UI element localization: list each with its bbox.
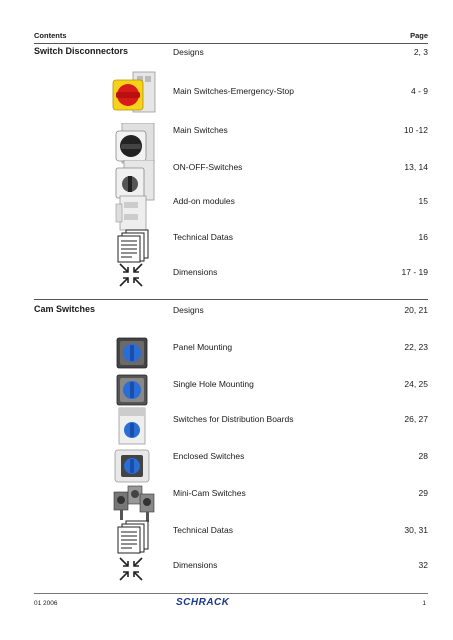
toc-label[interactable]: Designs: [173, 305, 204, 315]
toc-label[interactable]: Mini-Cam Switches: [173, 488, 246, 498]
toc-page: 28: [418, 451, 428, 461]
dimensions-arrows-icon: [118, 556, 144, 582]
toc-label[interactable]: Enclosed Switches: [173, 451, 245, 461]
toc-page: 10 -12: [403, 125, 428, 135]
toc-label[interactable]: Single Hole Mounting: [173, 379, 254, 389]
section-rule: [34, 299, 428, 300]
toc-page: 32: [418, 560, 428, 570]
toc-page: 15: [418, 196, 428, 206]
toc-page: 16: [418, 232, 428, 242]
toc-label[interactable]: Add-on modules: [173, 196, 235, 206]
toc-page: 22, 23: [404, 342, 428, 352]
header-contents: Contents: [34, 31, 67, 40]
toc-page: 13, 14: [404, 162, 428, 172]
blue-cam-switch-single-hole-icon: [115, 373, 151, 409]
toc-page: 4 - 9: [410, 86, 428, 96]
header-page: Page: [410, 31, 428, 40]
toc-label[interactable]: Switches for Distribution Boards: [173, 414, 294, 424]
section-title-cam-switches: Cam Switches: [34, 304, 96, 314]
blue-cam-switch-distribution-icon: [115, 406, 151, 446]
toc-page: 26, 27: [404, 414, 428, 424]
toc-label[interactable]: Technical Datas: [173, 232, 234, 242]
section-title-switch-disconnectors: Switch Disconnectors: [34, 46, 129, 56]
header-rule: [34, 43, 428, 44]
toc-label[interactable]: Panel Mounting: [173, 342, 233, 352]
footer-date: 01 2006: [34, 600, 58, 607]
toc-page: 2, 3: [413, 47, 428, 57]
toc-label[interactable]: Dimensions: [173, 560, 218, 570]
toc-page: 29: [418, 488, 428, 498]
mini-cam-switches-icon: [112, 484, 156, 524]
toc-label[interactable]: Designs: [173, 47, 204, 57]
document-pages-icon: [116, 228, 152, 264]
red-yellow-rotary-switch-icon: [107, 70, 157, 120]
dimensions-arrows-icon: [118, 262, 144, 288]
schrack-logo: SCHRACK: [176, 597, 230, 608]
blue-cam-switch-enclosed-icon: [113, 448, 153, 486]
blue-cam-switch-panel-icon: [115, 336, 151, 372]
toc-label[interactable]: Main Switches-Emergency-Stop: [173, 86, 294, 96]
toc-label[interactable]: Main Switches: [173, 125, 228, 135]
toc-label[interactable]: Dimensions: [173, 267, 218, 277]
toc-label[interactable]: ON-OFF-Switches: [173, 162, 243, 172]
toc-label[interactable]: Technical Datas: [173, 525, 234, 535]
toc-page: 20, 21: [404, 305, 428, 315]
toc-page: 30, 31: [404, 525, 428, 535]
toc-page: 17 - 19: [401, 267, 428, 277]
toc-page: 24, 25: [404, 379, 428, 389]
document-pages-icon: [116, 519, 152, 555]
footer-page-number: 1: [422, 600, 426, 607]
footer-rule: [34, 593, 428, 594]
